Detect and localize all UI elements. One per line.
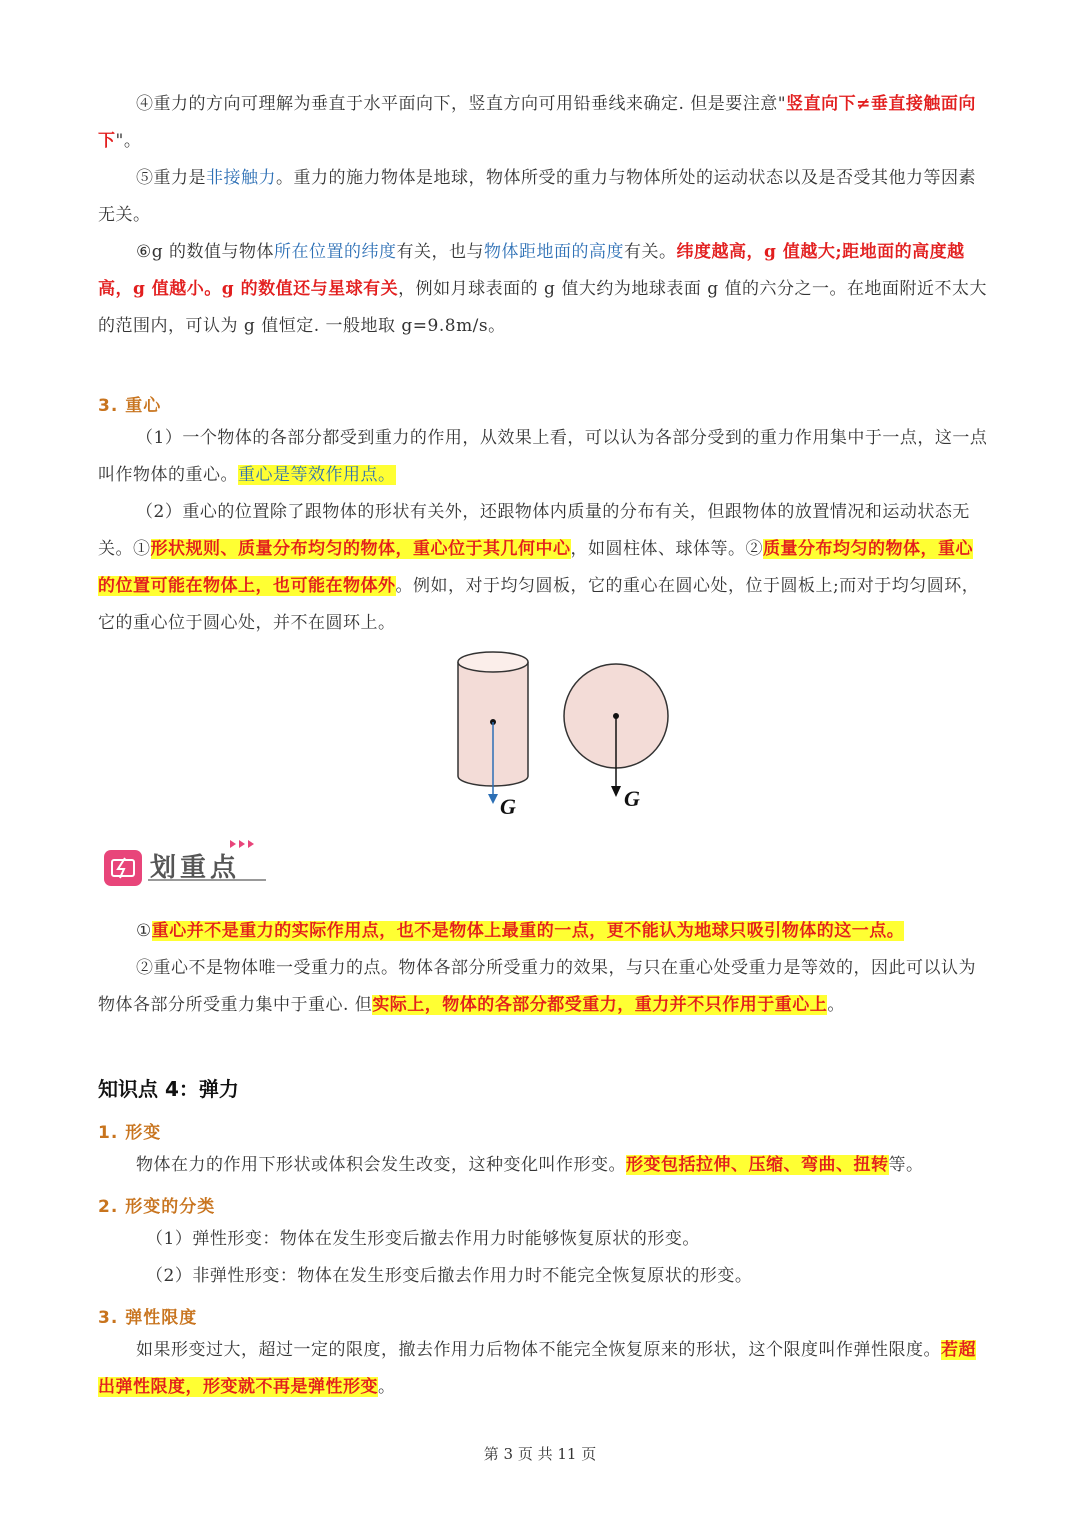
badge-title: 划重点 [150, 853, 241, 883]
emphasis-non-contact: 非接触力 [206, 168, 276, 188]
paragraph-elastic-limit: 如果形变过大，超过一定的限度，撤去作用力后物体不能完全恢复原来的形状，这个限度叫作弹性限度。若超出弹性限度，形变就不再是弹性形变。 [98, 1340, 976, 1397]
arrow-down-icon [488, 794, 498, 804]
paragraph-deformation: 物体在力的作用下形状或体积会发生改变，这种变化叫作形变。形变包括拉伸、压缩、弯曲、扭转等。 [136, 1155, 924, 1175]
paragraph-center-of-gravity-def: （1）一个物体的各部分都受到重力的作用，从效果上看，可以认为各部分受到的重力作用集中于一点，这一点叫作物体的重心。重心是等效作用点。 [98, 428, 988, 485]
highlight-deformation-types: 形变包括拉伸、压缩、弯曲、扭转 [626, 1155, 889, 1175]
emphasis-g-latitude: 纬度越高，g 值越大;距地面的高度越高，g 值越小。g 的数值还与星球有关 [98, 242, 965, 299]
label-g-right: G [624, 786, 640, 811]
paragraph-inelastic-deformation: （2）非弹性形变：物体在发生形变后撤去作用力时不能完全恢复原状的形变。 [146, 1266, 753, 1286]
highlight-uniform-mass: 质量分布均匀的物体，重心的位置可能在物体上，也可能在物体外 [98, 539, 973, 596]
highlight-equivalent-point: 重心是等效作用点。 [238, 465, 396, 485]
key-points-badge [100, 836, 270, 892]
highlight-not-actual-point: 重心并不是重力的实际作用点，也不是物体上最重的一点，更不能认为地球只吸引物体的这一点。 [151, 921, 905, 941]
label-g-left: G [500, 794, 516, 819]
key-point-1: ①重心并不是重力的实际作用点，也不是物体上最重的一点，更不能认为地球只吸引物体的这一点。 [136, 921, 905, 941]
cylinder-illustration [458, 652, 528, 819]
highlight-all-parts-gravity: 实际上，物体的各部分都受重力，重力并不只作用于重心上 [372, 995, 828, 1015]
highlight-beyond-limit: 若超出弹性限度，形变就不再是弹性形变 [98, 1340, 976, 1397]
section-heading-deformation: 1. 形变 [98, 1123, 162, 1143]
key-point-2: ②重心不是物体唯一受重力的点。物体各部分所受重力的效果，与只在重心处受重力是等效的，因此可以认为物体各部分所受重力集中于重心. 但实际上，物体的各部分都受重力，重力并不只作用于重心上。 [98, 958, 976, 1015]
section-heading-elastic-limit: 3. 弹性限度 [98, 1308, 198, 1328]
gravity-center-figure [448, 648, 688, 824]
disc-illustration [564, 664, 668, 811]
emphasis-vertical-not-perpendicular: 竖直向下≠垂直接触面向下 [98, 94, 976, 151]
topic-heading-elastic-force: 知识点 4：弹力 [98, 1077, 239, 1101]
arrow-down-icon [611, 786, 621, 797]
page-footer: 第 3 页 共 11 页 [483, 1445, 597, 1463]
highlight-regular-shape: 形状规则、质量分布均匀的物体，重心位于其几何中心 [150, 539, 571, 559]
section-heading-classification: 2. 形变的分类 [98, 1197, 216, 1217]
paragraph-g-value: ⑥g 的数值与物体所在位置的纬度有关，也与物体距地面的高度有关。纬度越高，g 值越大;距地面的高度越高，g 值越小。g 的数值还与星球有关，例如月球表面的 g 值大约为地球表面 g 值的六分之一。在地面附近不太大的范围内，可认为 g 值恒定. 一般地取 g=9.8m/s。 [98, 242, 988, 336]
paragraph-center-of-gravity-position: （2）重心的位置除了跟物体的形状有关外，还跟物体内质量的分布有关，但跟物体的放置情况和运动状态无关。①形状规则、质量分布均匀的物体，重心位于其几何中心，如圆柱体、球体等。②质量分布均匀的物体，重心的位置可能在物体上，也可能在物体外。例如，对于均匀圆板，它的重心在圆心处，位于圆板上;而对于均匀圆环，它的重心位于圆心处，并不在圆环上。 [98, 502, 980, 633]
triangle-markers-icon [230, 840, 254, 848]
paragraph-non-contact-force: ⑤重力是非接触力。重力的施力物体是地球，物体所受的重力与物体所处的运动状态以及是否受其他力等因素无关。 [98, 168, 976, 225]
section-heading-center-of-gravity: 3. 重心 [98, 396, 162, 416]
paragraph-elastic-deformation: （1）弹性形变：物体在发生形变后撤去作用力时能够恢复原状的形变。 [146, 1229, 700, 1249]
paragraph-gravity-direction: ④重力的方向可理解为垂直于水平面向下，竖直方向可用铅垂线来确定. 但是要注意"竖直向下≠垂直接触面向下"。 [98, 94, 976, 151]
